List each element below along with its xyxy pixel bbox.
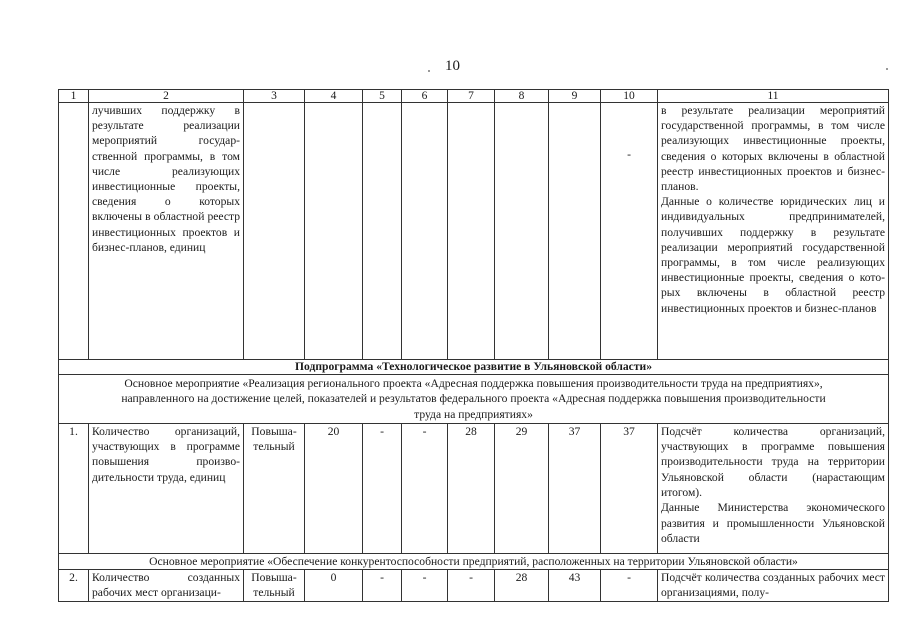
header-cell: 8 [495,90,549,103]
value-cell [363,103,402,360]
header-cell: 5 [363,90,402,103]
source-paragraph: Подсчёт количества созданных рабочих мест организациями, полу- [661,571,885,600]
header-cell: 11 [658,90,889,103]
indicator-type [244,103,305,360]
header-cell: 3 [244,90,305,103]
value-cell: - [363,423,402,553]
value-cell: 28 [448,423,495,553]
source-paragraph: Данные Министерства экономического развития и промышленности Ульяновской области [661,501,885,545]
measure-row [59,375,889,424]
source-paragraph: Подсчёт количества организаций, участвующих в программе повышения производительности труда на территории Ульяновской области (нарастающим итогом). [661,424,885,500]
indicator-name: лучивших поддержку в результате реализации мероприятий государственной программы, в том числе реализующих инвестиционные проекты, сведения о которых включены в областной реестр инвестиционных проектов и бизнес-планов, единиц [89,103,244,360]
value-cell: - [601,570,658,602]
table-row [59,423,889,553]
value-text: - [627,148,631,161]
header-cell: 9 [549,90,601,103]
measure-title: Основное мероприятие «Реализация регионального проекта «Адресная поддержка повышения производительности труда на предприятиях», направленного на достижение целей, показателей и результатов федерального проекта «Адресная поддержка повышения производительности труда на предприятиях» [59,375,889,424]
value-cell: 37 [549,423,601,553]
header-cell: 6 [402,90,448,103]
header-cell: 7 [448,90,495,103]
header-cell: 1 [59,90,89,103]
value-cell: 29 [495,423,549,553]
source-paragraph: Данные о количестве юридических лиц и индивидуальных предпринимателей, получивших поддержку в результате реализации мероприятий государственной программы, в том числе реализующих инвестиционные проекты, сведения о которых включены в областной реестр инвестиционных проектов и бизнес-планов [661,195,885,315]
data-source [658,570,889,602]
header-row [59,90,889,103]
value-cell [448,103,495,360]
value-cell: - [448,570,495,602]
table-row [59,103,889,360]
value-cell [549,103,601,360]
header-cell: 10 [601,90,658,103]
indicator-name: Количество созданных рабочих мест организаци- [89,570,244,602]
indicators-table [58,89,889,602]
value-cell [495,103,549,360]
value-cell [601,103,658,360]
value-cell: - [402,423,448,553]
row-number: 2. [59,570,89,602]
header-cell: 2 [89,90,244,103]
header-cell: 4 [305,90,363,103]
value-cell [402,103,448,360]
indicator-type: Повышательный [244,423,305,553]
value-cell: 43 [549,570,601,602]
value-cell: 28 [495,570,549,602]
value-cell: 37 [601,423,658,553]
measure-title: Основное мероприятие «Обеспечение конкурентоспособности предприятий, расположенных на территории Ульяновской области» [59,553,889,569]
value-cell: 20 [305,423,363,553]
value-cell: - [363,570,402,602]
data-source [658,423,889,553]
indicator-name: Количество организаций, участвующих в программе повышения производительности труда, единиц [89,423,244,553]
value-cell: - [402,570,448,602]
value-cell [305,103,363,360]
page-number: 10 [445,58,460,74]
measure-row [59,553,889,569]
data-source [658,103,889,360]
table-row [59,570,889,602]
source-paragraph: в результате реализации мероприятий государственной программы, в том числе реализующих инвестиционные проекты, сведения о которых включены в областной реестр инвестиционных проектов и бизнес-планов. [661,104,885,194]
row-number [59,103,89,360]
row-number: 1. [59,423,89,553]
indicator-type: Повышательный [244,570,305,602]
subprogram-title: Подпрограмма «Технологическое развитие в Ульяновской области» [59,360,889,375]
value-cell: 0 [305,570,363,602]
subprogram-row [59,360,889,375]
